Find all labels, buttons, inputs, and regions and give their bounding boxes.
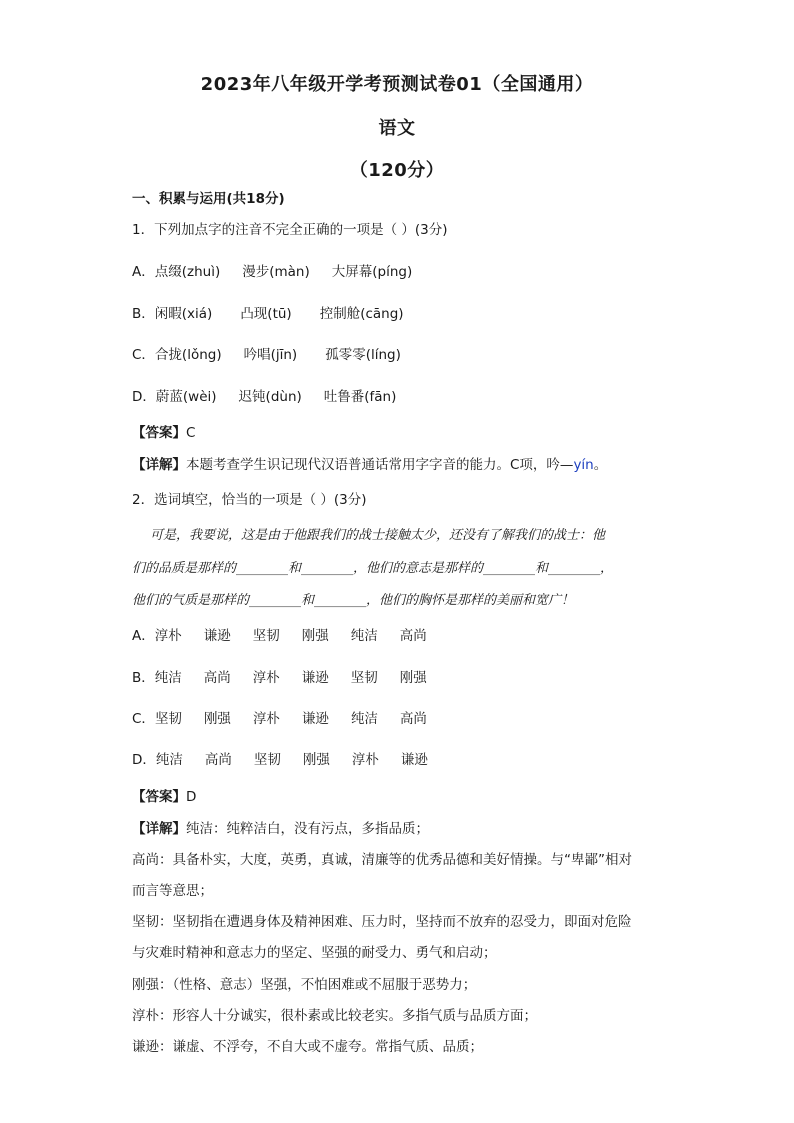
passage-line: 们的品质是那样的________和________，他们的意志是那样的________和________，	[132, 561, 614, 576]
option-label: B．	[132, 670, 155, 686]
option-label: D．	[132, 752, 156, 768]
option-word: 坚韧	[350, 670, 378, 686]
option-word: 刚强	[301, 628, 329, 644]
option-word: 吟唱(jīn)	[243, 347, 298, 363]
q2-detail-line: 刚强：（性格、意志）坚强，不怕困难或不屈服于恶势力；	[132, 977, 477, 993]
detail-tag: 【详解】	[132, 821, 186, 837]
option-word: 坚韧	[253, 752, 281, 768]
option-label: A．	[132, 628, 155, 644]
option-word: 谦逊	[301, 670, 329, 686]
option-word: 刚强	[302, 752, 330, 768]
option-word: 纯洁	[154, 670, 182, 686]
document-title: 2023年八年级开学考预测试卷01（全国通用）	[200, 74, 594, 95]
q2-option-a	[132, 624, 449, 644]
option-word: 淳朴	[351, 752, 379, 768]
q2-detail-line: 与灾难时精神和意志力的坚定、坚强的耐受力、勇气和启动；	[132, 945, 497, 961]
passage-line: 他们的气质是那样的________和________，他们的胸怀是那样的美丽和宽广！	[132, 593, 575, 608]
q2-detail-line: 谦逊：谦虚、不浮夸，不自大或不虚夸。常指气质、品质；	[132, 1039, 483, 1055]
answer-tag: 【答案】	[132, 789, 186, 805]
answer-value: D	[186, 789, 197, 805]
option-word: 高尚	[204, 752, 232, 768]
q1-answer	[132, 421, 195, 441]
detail-end: 。	[593, 457, 608, 473]
option-word: 淳朴	[252, 711, 280, 727]
option-word: 淳朴	[252, 670, 280, 686]
option-word: 谦逊	[301, 711, 329, 727]
option-word: 纯洁	[350, 628, 378, 644]
passage-line: 可是，我要说，这是由于他跟我们的战士接触太少，还没有了解我们的战士：他	[150, 528, 606, 543]
option-label: A．	[132, 264, 155, 280]
q1-option-c	[132, 343, 423, 363]
option-word: 纯洁	[155, 752, 183, 768]
q1-option-b	[132, 302, 426, 322]
q2-answer	[132, 785, 196, 805]
answer-value: C	[186, 425, 196, 441]
detail-pinyin: yín	[573, 457, 594, 473]
q1-option-a	[132, 260, 434, 280]
option-label: D．	[132, 389, 156, 405]
option-word: 凸现(tū)	[240, 306, 292, 322]
option-word: 漫步(màn)	[242, 264, 310, 280]
option-word: 淳朴	[154, 628, 182, 644]
option-word: 坚韧	[252, 628, 280, 644]
q2-option-b	[132, 666, 449, 686]
option-word: 刚强	[203, 711, 231, 727]
q1-detail	[132, 453, 607, 473]
option-label: B．	[132, 306, 155, 322]
option-word: 坚韧	[154, 711, 182, 727]
option-word: 蔚蓝(wèi)	[155, 389, 217, 405]
q1-option-d	[132, 385, 418, 405]
option-word: 谦逊	[400, 752, 428, 768]
detail-text: 本题考查学生识记现代汉语普通话常用字字音的能力。C项，吟—	[186, 457, 574, 473]
option-word: 谦逊	[203, 628, 231, 644]
option-word: 吐鲁番(fān)	[323, 389, 397, 405]
option-label: C．	[132, 347, 155, 363]
document-score: （120分）	[349, 160, 445, 181]
q2-detail-line: 淳朴：形容人十分诚实，很朴素或比较老实。多指气质与品质方面；	[132, 1008, 537, 1024]
detail-tag: 【详解】	[132, 457, 186, 473]
option-word: 高尚	[399, 711, 427, 727]
q2-detail-line: 而言等意思；	[132, 883, 213, 899]
option-word: 纯洁	[350, 711, 378, 727]
q2-option-c	[132, 707, 449, 727]
option-word: 高尚	[203, 670, 231, 686]
option-word: 点缀(zhuì)	[154, 264, 221, 280]
document-subject: 语文	[378, 118, 416, 139]
option-word: 大屏幕(píng)	[331, 264, 413, 280]
option-word: 合拢(lǒng)	[154, 347, 222, 363]
answer-tag: 【答案】	[132, 425, 186, 441]
option-word: 控制舱(cāng)	[319, 306, 404, 322]
option-word: 迟钝(dùn)	[238, 389, 302, 405]
detail-text: 纯洁：纯粹洁白，没有污点，多指品质；	[186, 821, 429, 837]
q2-detail-line: 高尚：具备朴实，大度，英勇，真诚，清廉等的优秀品德和美好情操。与“卑鄙”相对	[132, 852, 632, 868]
option-word: 刚强	[399, 670, 427, 686]
section-heading: 一、积累与运用(共18分)	[132, 191, 285, 207]
q2-option-d	[132, 748, 450, 768]
option-label: C．	[132, 711, 155, 727]
q2-detail-line	[132, 817, 429, 837]
option-word: 闲暇(xiá)	[154, 306, 213, 322]
q2-detail-line: 坚韧：坚韧指在遭遇身体及精神困难、压力时，坚持而不放弃的忍受力，即面对危险	[132, 914, 632, 930]
option-word: 孤零零(líng)	[325, 347, 401, 363]
question-1-stem: 1．下列加点字的注音不完全正确的一项是（ ）(3分)	[132, 222, 448, 238]
question-2-stem: 2．选词填空，恰当的一项是（ ）(3分)	[132, 492, 367, 508]
option-word: 高尚	[399, 628, 427, 644]
